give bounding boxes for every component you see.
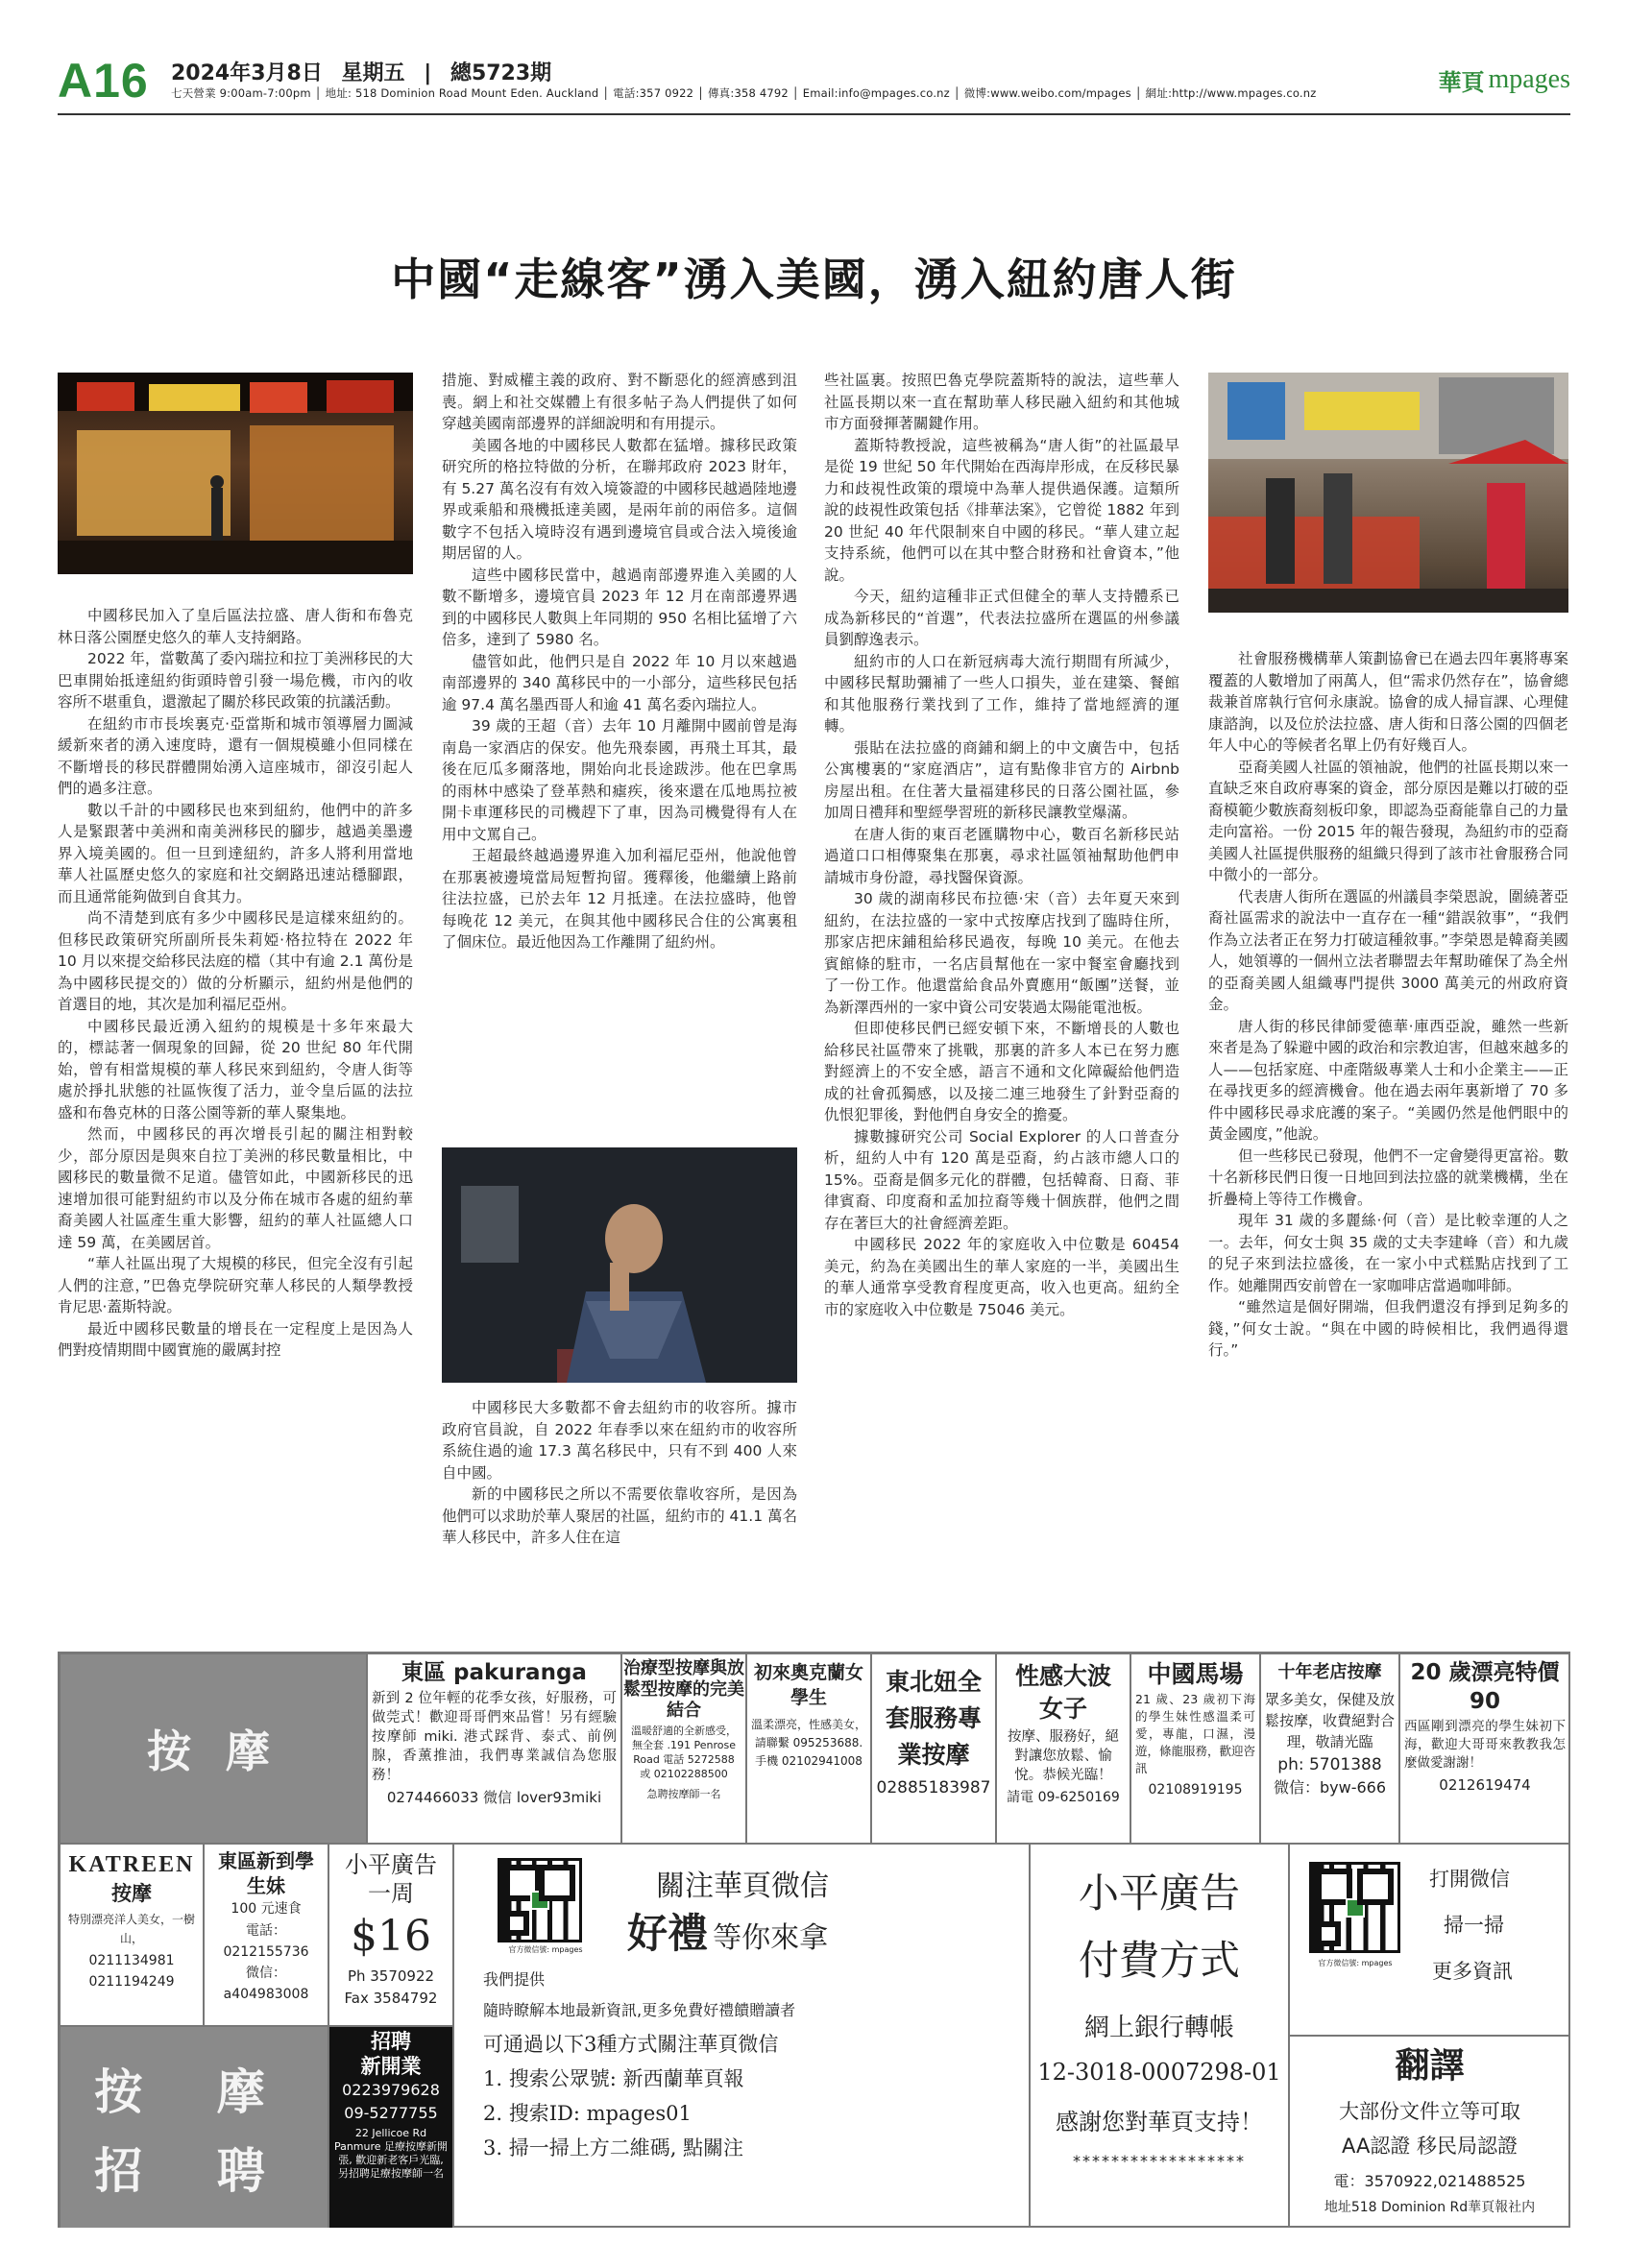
payment-title-2: 付費方式 <box>1078 1937 1240 1984</box>
ad-wechat-promo[interactable] <box>453 1844 1030 2228</box>
ad-title: 招聘 <box>371 2030 411 2053</box>
ad-zhongguo[interactable] <box>1130 1653 1260 1844</box>
logo-en: mpages <box>1488 64 1570 94</box>
paragraph: 然而，中國移民的再次增長引起的關注相對較少，部分原因是與來自拉丁美洲的移民數量相比，中國移民的數量微不足道。儘管如此，中國新移民的迅速增加很可能對紐約市以及分佈在城市各處的紐約華裔美國人社區產生重大影響，紐約的華人社區總人口達 59 萬，在美國居首。 <box>58 1125 413 1251</box>
paragraph: 據數據研究公司 Social Explorer 的人口普查分析，紐約人中有 120 萬是亞裔，約占該市總人口的 15%。亞裔是個多元化的群體，包括韓裔、日裔、菲律賓裔、印度裔和孟加拉裔等幾十個族群，他們之間存在著巨大的社會經濟差距。 <box>824 1127 1179 1232</box>
paragraph: 社會服務機構華人策劃協會已在過去四年裏將專案覆蓋的人數增加了兩萬人，但“需求仍然存在”，協會總裁兼首席執行官何永康說。協會的成人掃盲課、心理健康諮詢，以及位於法拉盛、唐人街和日落公園的四個老年人中心的等候者名單上仍有好幾百人。 <box>1208 650 1568 754</box>
ad-title: 初來奧克蘭女學生 <box>753 1662 863 1708</box>
ad-therapy-massage[interactable] <box>621 1653 746 1844</box>
issue-number: 總5723期 <box>450 61 552 85</box>
paragraph: 最近中國移民數量的增長在一定程度上是因為人們對疫情期間中國實施的嚴厲封控 <box>58 1319 413 1359</box>
paragraph: 在唐人街的東百老匯購物中心，數百名新移民站過道口口相傳聚集在那裏，尋求社區領袖幫助他們申請城市身份證，尋找醫保資源。 <box>824 825 1179 886</box>
payment-method: 網上銀行轉帳 <box>1083 2014 1234 2042</box>
ad-sexy[interactable] <box>996 1653 1130 1844</box>
ad-wechat-label: 微信： <box>246 1966 286 1981</box>
ad-student[interactable] <box>746 1653 871 1844</box>
ad-body: 西區剛到漂亮的學生妹初下海，歡迎大哥哥來教教我怎麼做愛謝謝！ <box>1404 1719 1566 1771</box>
promo-title: 關注華頁微信 <box>656 1870 829 1903</box>
ad-price: $16 <box>351 1912 431 1961</box>
ad-title: 性感大波女子 <box>1014 1662 1111 1723</box>
promo-way-2: 2. 搜索ID: mpages01 <box>483 2102 692 2125</box>
paragraph: “華人社區出現了大規模的移民，但完全沒有引起人們的注意，”巴魯克學院研究華人移民的人類學教授肯尼思·蓋斯特說。 <box>58 1255 413 1315</box>
translate-address: 地址518 Dominion Rd華頁報社内 <box>1324 2200 1536 2215</box>
ad-subtitle: 新開業 <box>360 2055 422 2078</box>
ad-payment[interactable] <box>1030 1844 1289 2228</box>
paragraph: 亞裔美國人社區的領袖說，他們的社區長期以來一直缺乏來自政府專案的資金，部分原因是難以打破的亞裔模範少數族裔刻板印象，即認為亞裔能靠自己的力量走向富裕。一份 2015 年的報告發現，為紐約市的亞裔美國人社區提供服務的組織只得到了該市社會服務合同中微小的一部分。 <box>1208 758 1568 883</box>
ad-contact: 0212619474 <box>1439 1776 1531 1794</box>
ad-phone: 0223979628 <box>342 2081 440 2099</box>
issue-weekday: 星期五 <box>341 61 405 85</box>
ad-footer: 急聘按摩師一名 <box>646 1788 721 1800</box>
ad-subtitle: 一周 <box>368 1880 414 1907</box>
ad-northeast[interactable] <box>871 1653 996 1844</box>
promo-gift <box>627 1902 828 1960</box>
qr-code-icon[interactable] <box>498 1858 582 1942</box>
ad-address: 22 Jellicoe Rd Panmure 足療按摩新開張, 歡迎新老客戶光臨, 另招聘足療按摩師一名 <box>333 2127 449 2180</box>
gift-big: 好禮 <box>627 1910 709 1957</box>
ad-contact: 02885183987 <box>876 1778 991 1798</box>
translate-line-2: AA認證 移民局認證 <box>1342 2135 1518 2158</box>
ad-subtitle: 按摩 <box>111 1882 152 1905</box>
divider: | <box>424 61 432 85</box>
ad-contact: 0274466033 微信 lover93miki <box>386 1789 602 1806</box>
issue-date: 2024年3月8日 <box>171 61 323 85</box>
ad-title: 東區 pakuranga <box>401 1660 587 1685</box>
article-column-2-bottom <box>442 1397 797 1565</box>
ad-title: 東區新到學生妹 <box>218 1849 314 1897</box>
promo-provide: 我們提供 <box>483 1970 546 1989</box>
ad-east-new[interactable] <box>204 1844 328 2026</box>
paragraph: 中國移民大多數都不會去紐約市的收容所。據市政府官員說，自 2022 年春季以來在紐約市的收容所系統住過的逾 17.3 萬名移民中，只有不到 400 人來自中國。 <box>442 1399 797 1482</box>
qr-line-3: 更多資訊 <box>1432 1960 1513 1983</box>
header-rule <box>58 113 1570 115</box>
article-headline: 中國“走線客”湧入美國，湧入紐約唐人街 <box>391 253 1237 305</box>
massage-section-label: 按 摩 <box>60 1653 367 1844</box>
ad-title: 翻譯 <box>1395 2046 1465 2086</box>
qr-caption: 官方微信號: mpages <box>1318 1959 1393 1967</box>
paragraph: 但即使移民們已經安頓下來，不斷增長的人數也給移民社區帶來了挑戰，那裏的許多人本已在努力應對經濟上的不安全感，語言不通和文化障礙給他們造成的社會孤獨感，以及接二連三地發生了針對亞裔的仇恨犯罪後，對他們自身安全的擔憂。 <box>824 1020 1179 1123</box>
portrait-illustration <box>442 1147 797 1383</box>
ad-phone: 0211134981 <box>88 1953 175 1968</box>
paragraph: 30 歲的湖南移民布拉德·宋（音）去年夏天來到紐約，在法拉盛的一家中式按摩店找到了臨時住所，那家店把床鋪租給移民過夜，每晚 10 美元。在他去賓館條的駐市，一名店員幫他在一家中餐室會廳找到了一份工作。他還當給食品外賣應用“飯團”送餐，並為新澤西州的一家中資公司安裝過太陽能電池板。 <box>824 890 1179 1016</box>
payment-stars: ****************** <box>1073 2152 1246 2170</box>
ad-twenty[interactable] <box>1399 1653 1570 1844</box>
paragraph: 中國移民最近湧入紐約的規模是十多年來最大的，標誌著一個現象的回歸，從 20 世紀 80 年代開始，曾有相當規模的華人移民來到紐約，令唐人街等處於掙扎狀態的社區恢復了活力，並令皇后區的法拉盛和布魯克林的日落公園等新的華人聚集地。 <box>58 1017 413 1122</box>
ad-body: 眾多美女，保健及放鬆按摩，收費絕對合理，敬請光臨 <box>1265 1691 1396 1750</box>
paragraph: 些社區裏。按照巴魯克學院蓋斯特的說法，這些華人社區長期以來一直在幫助華人移民融入紐約和其他城市方面發揮著關鍵作用。 <box>824 372 1179 432</box>
ad-contact: 02108919195 <box>1148 1782 1243 1798</box>
ad-small-price[interactable] <box>328 1844 453 2026</box>
ad-tenyear[interactable] <box>1260 1653 1399 1844</box>
paragraph: 在紐約市市長埃裏克·亞當斯和城市領導層力圖減緩新來者的湧入速度時，還有一個規模雖小但同樣在不斷增長的移民群體開始湧入這座城市，卻沒引起人們的過多注意。 <box>58 714 413 797</box>
payment-title-1: 小平廣告 <box>1078 1870 1240 1917</box>
ad-title: 中國馬場 <box>1147 1660 1244 1688</box>
ad-title: 小平廣告 <box>345 1851 437 1878</box>
ad-title: 20 歲漂亮特價 90 <box>1410 1660 1560 1714</box>
ad-phone: 09-5277755 <box>344 2104 438 2122</box>
ad-body: 溫柔漂亮，性感美女，請聯繫 095253688. 手機 02102941008 <box>751 1718 867 1768</box>
ad-title: 十年老店按摩 <box>1277 1662 1382 1682</box>
promo-way-3: 3. 掃一掃上方二維碼, 點關注 <box>483 2136 744 2159</box>
storefront-illustration <box>58 373 413 574</box>
paragraph: 儘管如此，他們只是自 2022 年 10 月以來越過南部邊界的 340 萬移民中的一小部分，這些移民包括逾 97.4 萬名墨西哥人和逾 41 萬名委內瑞拉人。 <box>442 652 797 713</box>
paragraph: 張貼在法拉盛的商鋪和網上的中文廣告中，包括公寓樓裏的“家庭酒店”，這有點像非官方的 Airbnb 房屋出租。在住著大量福建移民的日落公園社區，參加周日禮拜和聖經學習班的新移民讓教堂爆滿。 <box>824 738 1179 821</box>
page-number: A16 <box>58 54 149 108</box>
promo-way-1: 1. 搜索公眾號: 新西蘭華頁報 <box>483 2067 744 2090</box>
mpages-logo[interactable] <box>1438 60 1570 99</box>
ad-tel: 0212155736 <box>223 1944 309 1960</box>
ad-fax: Fax 3584792 <box>344 1990 438 2007</box>
paragraph: 代表唐人街所在選區的州議員李榮恩說，圍繞著亞裔社區需求的說法中一直存在一種“錯誤敘事”，“我們作為立法者正在努力打破這種敘事。”李榮恩是韓裔美國人，她領導的一個州立法者聯盟去年幫助確保了為全州的亞裔美國人組織專門提供 3000 萬美元的州政府資金。 <box>1208 887 1568 1013</box>
paragraph: 這些中國移民當中，越過南部邊界進入美國的人數不斷增多，邊境官員 2023 年 12 月在南部邊界遇到的中國移民人數與上年同期的 950 名相比猛增了六倍多，達到了 5980 名。 <box>442 566 797 648</box>
page-header <box>58 53 1570 110</box>
promo-ways: 可通過以下3種方式關注華頁微信 <box>483 2033 779 2056</box>
paragraph: 尚不清楚到底有多少中國移民是這樣來紐約的。但移民政策研究所副所長朱莉婭·格拉特在 2022 年 10 月以來提交給移民法庭的檔（其中有逾 2.1 萬份是為中國移民提交的）做的分析顯示，紐約州是他們的首選目的地，其次是加利福尼亞州。 <box>58 909 413 1013</box>
ad-pakuranga[interactable] <box>367 1653 621 1844</box>
ad-recruit-new[interactable] <box>328 2026 453 2228</box>
ad-phone: 0211194249 <box>88 1974 175 1990</box>
article-column-3 <box>824 370 1179 1556</box>
photo-market-street <box>1208 373 1568 613</box>
ad-phone: ph: 5701388 <box>1277 1755 1382 1774</box>
article-column-4 <box>1208 648 1568 1560</box>
paragraph: 措施、對威權主義的政府、對不斷惡化的經濟感到沮喪。網上和社交媒體上有很多帖子為人們提供了如何穿越美國南部邊界的詳細說明和有用提示。 <box>442 372 797 432</box>
translate-tel: 電：3570922,021488525 <box>1333 2172 1526 2190</box>
ad-translate[interactable] <box>1289 2036 1570 2228</box>
paragraph: 2022 年，當數萬了委內瑞拉和拉丁美洲移民的大巴車開始抵達紐約街頭時曾引發一場危機，市內的收容所不堪重負，還激起了關於移民政策的抗議活動。 <box>58 650 413 711</box>
ad-qr-right[interactable] <box>1289 1844 1570 2036</box>
photo-chinatown-storefront <box>58 373 413 574</box>
ad-contact: 請電 09-6250169 <box>1007 1790 1120 1805</box>
qr-code-icon[interactable] <box>1309 1862 1400 1953</box>
paragraph: 中國移民 2022 年的家庭收入中位數是 60454 美元，約為在美國出生的華人家庭的一半，美國出生的華人通常享受教育程度更高，收入也更高。紐約全市的家庭收入中位數是 75046 美元。 <box>824 1236 1179 1318</box>
translate-line-1: 大部份文件立等可取 <box>1339 2100 1520 2123</box>
ad-katreen[interactable] <box>60 1844 204 2026</box>
ad-body: 溫暖舒適的全新感受，無全套 .191 Penrose Road 電話 5272588 或 02102288500 <box>631 1725 737 1780</box>
paragraph: 但一些移民已發現，他們不一定會變得更富裕。數十名新移民們日復一日地回到法拉盛的就業機構，坐在折疊椅上等待工作機會。 <box>1208 1146 1568 1208</box>
logo-cn: 華頁 <box>1438 67 1485 96</box>
qr-line-2: 掃一掃 <box>1444 1914 1504 1937</box>
recruit-section-label: 按 摩 招 聘 <box>60 2026 328 2228</box>
ad-phone: Ph 3570922 <box>347 1967 435 1985</box>
promo-desc: 隨時瞭解本地最新資訊,更多免費好禮饋贈讀者 <box>483 2001 796 2019</box>
ad-tel-label: 電話： <box>246 1923 286 1939</box>
paragraph: 蓋斯特教授說，這些被稱為“唐人街”的社區最早是從 19 世紀 50 年代開始在西海岸形成，在反移民暴力和歧視性政策的環境中為華人提供過保護。這類所說的歧視性政策包括《排華法案》，它曾從 1882 年到 20 世紀 40 年代限制來自中國的移民。“華人建立起支持系統，他們可以在其中整合財務和社會資本，”他說。 <box>824 436 1179 584</box>
market-illustration <box>1208 373 1568 613</box>
ad-body: 按摩、服務好，絕對讓您放鬆、愉悅。恭候光臨！ <box>1008 1729 1119 1783</box>
ad-body: 新到 2 位年輕的花季女孩，好服務，可做莞式！歡迎哥哥們來品嘗！另有經驗按摩師 miki. 港式踩背、泰式、前例腺，香薰推油，我們專業誠信為您服務！ <box>372 1691 617 1783</box>
paragraph: 紐約市的人口在新冠病毒大流行期間有所減少，中國移民幫助彌補了一些人口損失，並在建築、餐館和其他服務行業找到了工作，維持了當地經濟的運轉。 <box>824 652 1179 735</box>
paragraph: 中國移民加入了皇后區法拉盛、唐人街和布魯克林日落公園歷史悠久的華人支持網路。 <box>58 607 413 646</box>
qr-line-1: 打開微信 <box>1429 1868 1510 1891</box>
paragraph: 美國各地的中國移民人數都在猛增。據移民政策研究所的格拉特做的分析，在聯邦政府 2023 財年，有 5.27 萬名沒有有效入境簽證的中國移民越過陸地邊界或乘船和飛機抵達美國，是兩年前的兩倍多。這個數字不包括入境時沒有遇到邊境官員或合法入境後逾期居留的人。 <box>442 436 797 562</box>
ad-body: 21 歲、23 歲初下海的學生妹性感溫柔可愛，專龍，口濕，漫遊，條龍服務，歡迎咨訊 <box>1135 1692 1256 1775</box>
paragraph: 數以千計的中國移民也來到紐約，他們中的許多人是緊跟著中美洲和南美洲移民的腳步，越過美墨邊界入境美國的。但一旦到達紐約，許多人將利用當地華人社區歷史悠久的家庭和社交網路迅速站穩腳跟，而且通常能夠做到自食其力。 <box>58 801 413 905</box>
article-column-1 <box>58 605 413 1565</box>
ad-wechat: 微信：byw-666 <box>1273 1778 1387 1797</box>
paragraph: 現年 31 歲的多麗絲·何（音）是比較幸運的人之一。去年，何女士與 35 歲的丈夫李建峰（音）和九歲的兒子來到法拉盛後，在一家小中式糕點店找到了工作。她離開西安前曾在一家咖啡店當過咖啡師。 <box>1208 1212 1568 1294</box>
contact-info-line: 七天營業 9:00am-7:00pm │ 地址: 518 Dominion Road Mount Eden. Auckland │ 電話:357 0922 │ 傳真:358 4792 │ Email:info@mpages.co.nz │ 微博:www.weibo.com/mpages │ 網址:http://www.mpages.co.nz <box>171 86 1317 100</box>
ad-title: 東北妞全套服務專業按摩 <box>885 1668 982 1769</box>
payment-account: 12-3018-0007298-01 <box>1037 2059 1281 2086</box>
paragraph: 今天，紐約這種非正式但健全的華人支持體系已成為新移民的“首選”，代表法拉盛所在選區的州參議員劉醇逸表示。 <box>824 588 1179 648</box>
paragraph: 王超最終越過邊界進入加利福尼亞州，他說他曾在那裏被邊境當局短暫拘留。獲釋後，他繼續上路前往法拉盛，已於去年 12 月抵達。在法拉盛時，他曾每晚花 12 美元，在與其他中國移民合住的公寓裏租了個床位。最近他因為工作離開了紐約州。 <box>442 847 797 951</box>
dateline <box>171 57 563 86</box>
article-column-2 <box>442 370 797 1119</box>
paragraph: 唐人街的移民律師愛德華·庫西亞說，雖然一些新來者是為了躲避中國的政治和宗教迫害，但越來越多的人——包括家庭、中產階級專業人士和小企業主——正在尋找更多的經濟機會。他在過去兩年裏新增了 70 多件中國移民尋求庇護的案子。“美國仍然是他們眼中的黃金國度，”他說。 <box>1208 1017 1568 1143</box>
paragraph: “雖然這是個好開端，但我們還沒有掙到足夠多的錢，”何女士說。“與在中國的時候相比，我們過得還行。” <box>1208 1298 1568 1359</box>
ad-body: 100 元速食 <box>231 1901 302 1917</box>
gift-rest: 等你來拿 <box>713 1921 829 1955</box>
payment-thanks: 感謝您對華頁支持！ <box>1056 2109 1263 2135</box>
photo-migrant-portrait <box>442 1147 797 1383</box>
paragraph: 新的中國移民之所以不需要依靠收容所，是因為他們可以求助於華人聚居的社區，紐約市的 41.1 萬名華人移民中，許多人住在這 <box>442 1485 797 1546</box>
ad-title: 治療型按摩與放鬆型按摩的完美結合 <box>623 1658 744 1721</box>
paragraph: 39 歲的王超（音）去年 10 月離開中國前曾是海南島一家酒店的保安。他先飛泰國，再飛土耳其，最後在厄瓜多爾落地，開始向北長途跋涉。他在巴拿馬的雨林中感染了登革熱和瘧疾，後來還在瓜地馬拉被開卡車運移民的司機趕下了車，因為司機覺得有人在用中文罵自己。 <box>442 717 797 843</box>
classified-ads <box>58 1652 1570 2228</box>
ad-body: 特別漂亮洋人美女，一樹山， <box>67 1913 195 1945</box>
ad-title: KATREEN <box>68 1852 195 1877</box>
ad-wechat: a404983008 <box>223 1987 309 2002</box>
qr-caption: 官方微信號: mpages <box>508 1945 583 1954</box>
